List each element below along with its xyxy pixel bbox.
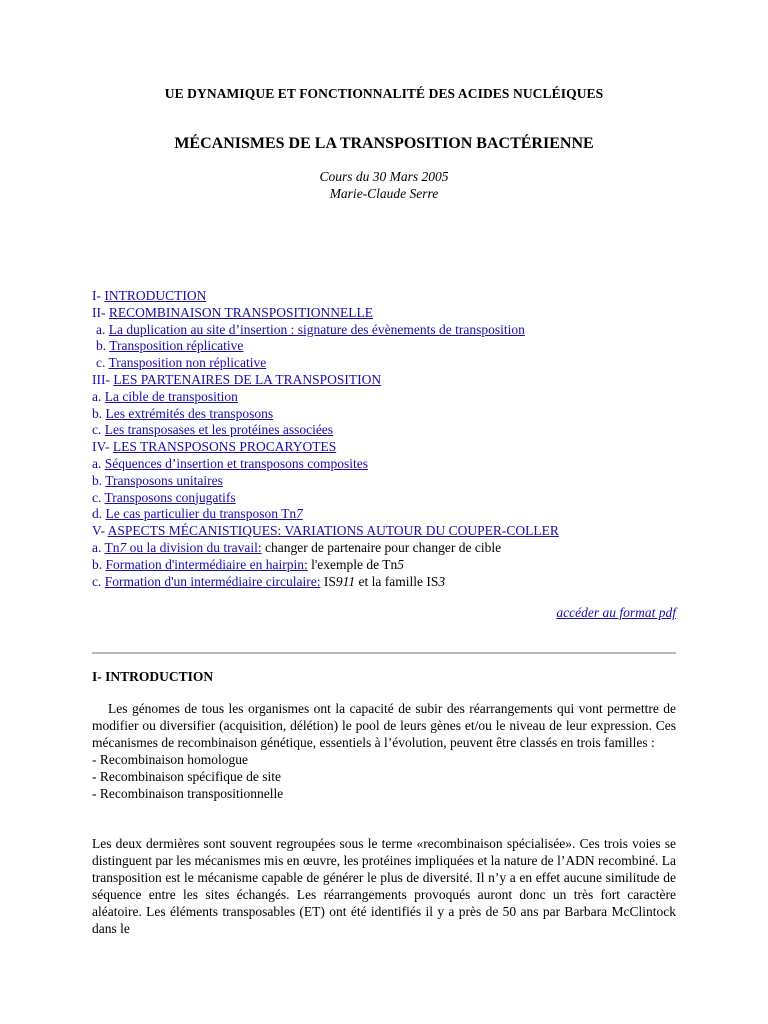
toc-link-unitaires[interactable]: Transposons unitaires: [105, 472, 223, 488]
intro-paragraph-1-text: Les génomes de tous les organismes ont la capacité de subir des réarrangements qui vont permettre de modifier ou diversifier (acquisition, délétion) le pool de leurs gènes et/ou le niveau de leur expression. Ces mécanismes de recombinaison génétique, essentiels à l’évolution, peuvent être classés en trois familles :: [92, 701, 676, 750]
toc-item-unitaires: b. Transposons unitaires: [92, 472, 223, 488]
toc-item-recombinaison: II- RECOMBINAISON TRANSPOSITIONNELLE: [92, 304, 374, 320]
toc-link-mecanistiques[interactable]: ASPECTS MÉCANISTIQUES: VARIATIONS AUTOUR DU COUPER-COLLER: [107, 523, 559, 539]
toc-link-recombinaison[interactable]: RECOMBINAISON TRANSPOSITIONNELLE: [108, 304, 374, 320]
toc-item-tn7: d. Le cas particulier du transposon Tn7: [92, 506, 303, 522]
list-item: - Recombinaison homologue: [92, 752, 248, 767]
table-of-contents: [92, 288, 692, 590]
toc-link-replicative[interactable]: Transposition réplicative: [109, 338, 244, 354]
document-title: MÉCANISMES DE LA TRANSPOSITION BACTÉRIENNE: [174, 135, 594, 152]
toc-item-hairpin: b. Formation d'intermédiaire en hairpin: l'exemple de Tn5: [92, 556, 405, 572]
section-heading-introduction: I- INTRODUCTION: [92, 669, 214, 684]
section-divider: [92, 652, 676, 654]
toc-item-circulaire: c. Formation d'un intermédiaire circulaire: IS911 et la famille IS3: [92, 573, 446, 589]
intro-paragraph-2: Les deux dermières sont souvent regroupées sous le terme «recombinaison spécialisée». Ces trois voies se distinguent par les mécanismes mis en œuvre, les protéines impliquées et la nature de l’ADN recombiné. La transposition est le mécanisme capable de générer le plus de diversité. Il n’y a en effet aucune similitude de séquence entre les sites échangés. Les réarrangements provoqués auront donc un très fort caractère aléatoire. Les éléments transposables (ET) ont été identifiés il y a près de 50 ans par Barbara McClintock dans le: [92, 836, 676, 936]
toc-item-sequences: a. Séquences d’insertion et transposons composites: [92, 455, 368, 471]
toc-item-extremites: b. Les extrémités des transposons: [92, 405, 274, 421]
toc-link-procaryotes[interactable]: LES TRANSPOSONS PROCARYOTES: [112, 439, 337, 455]
toc-link-tn7[interactable]: Le cas particulier du transposon Tn7: [105, 506, 303, 522]
list-item: - Recombinaison transpositionnelle: [92, 786, 284, 801]
course-title: UE DYNAMIQUE ET FONCTIONNALITÉ DES ACIDES NUCLÉIQUES: [164, 86, 604, 101]
toc-link-sequences[interactable]: Séquences d’insertion et transposons composites: [104, 455, 368, 471]
toc-item-conjugatifs: c. Transposons conjugatifs: [92, 489, 236, 505]
toc-link-duplication[interactable]: La duplication au site d’insertion : signature des évènements de transposition: [108, 321, 525, 337]
toc-item-procaryotes: IV- LES TRANSPOSONS PROCARYOTES: [92, 439, 337, 455]
toc-item-mecanistiques: V- ASPECTS MÉCANISTIQUES: VARIATIONS AUTOUR DU COUPER-COLLER: [92, 523, 559, 539]
author-name: Marie-Claude Serre: [329, 186, 439, 201]
toc-link-division-travail[interactable]: Tn7 ou la division du travail:: [104, 539, 262, 555]
course-date: Cours du 30 Mars 2005: [319, 169, 449, 184]
toc-item-duplication: a. La duplication au site d’insertion : signature des évènements de transposition: [96, 321, 525, 337]
recombination-families-list: [92, 751, 676, 802]
toc-item-division-travail: a. Tn7 ou la division du travail: changer de partenaire pour changer de cible: [92, 539, 502, 555]
toc-link-partenaires[interactable]: LES PARTENAIRES DE LA TRANSPOSITION: [113, 371, 382, 387]
toc-link-transposases[interactable]: Les transposases et les protéines associées: [104, 422, 334, 438]
toc-link-hairpin[interactable]: Formation d'intermédiaire en hairpin:: [105, 556, 308, 572]
toc-link-cible[interactable]: La cible de transposition: [104, 388, 238, 404]
toc-item-introduction: I- INTRODUCTION: [92, 288, 207, 303]
list-item: - Recombinaison spécifique de site: [92, 769, 281, 784]
toc-link-non-replicative[interactable]: Transposition non réplicative: [108, 355, 267, 371]
toc-item-replicative: b. Transposition réplicative: [96, 338, 244, 354]
toc-link-conjugatifs[interactable]: Transposons conjugatifs: [104, 489, 236, 505]
toc-item-cible: a. La cible de transposition: [92, 388, 238, 404]
toc-item-non-replicative: c. Transposition non réplicative: [96, 355, 267, 371]
pdf-download-link[interactable]: accéder au format pdf: [556, 605, 676, 620]
toc-link-introduction[interactable]: INTRODUCTION: [104, 288, 207, 303]
toc-item-transposases: c. Les transposases et les protéines associées: [92, 422, 334, 438]
toc-link-extremites[interactable]: Les extrémités des transposons: [105, 405, 274, 421]
toc-item-partenaires: III- LES PARTENAIRES DE LA TRANSPOSITION: [92, 371, 382, 387]
toc-link-circulaire[interactable]: Formation d'un intermédiaire circulaire:: [104, 573, 321, 589]
intro-paragraph-1: [92, 700, 676, 802]
